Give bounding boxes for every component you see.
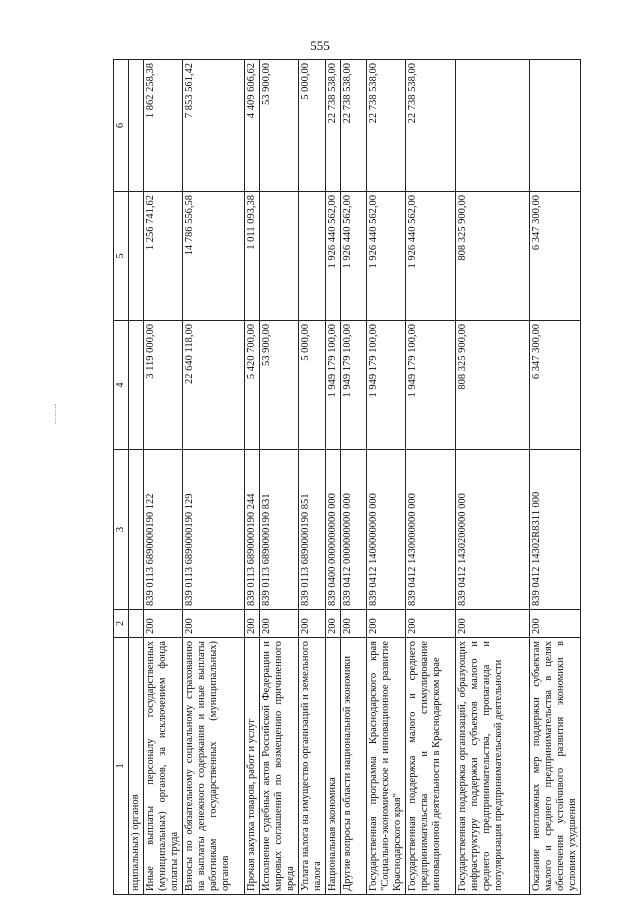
table-row xyxy=(245,60,260,895)
row-approved: 5 000,00 xyxy=(299,321,326,450)
table-row xyxy=(406,60,456,895)
row-approved: 1 949 179 100,00 xyxy=(406,321,456,450)
table-row xyxy=(530,60,581,895)
row-kbk: 839 0113 6890000190 831 xyxy=(260,450,299,610)
header-col-4: 4 xyxy=(114,321,129,450)
row-code: 200 xyxy=(367,610,406,638)
row-code: 200 xyxy=(245,610,260,638)
table-row xyxy=(367,60,406,895)
row-code: 200 xyxy=(456,610,530,638)
page-number: 555 xyxy=(310,38,330,53)
row-code: 200 xyxy=(326,610,341,638)
table-row xyxy=(299,60,326,895)
row-kbk: 839 0412 1430200000 000 xyxy=(456,450,530,610)
budget-table xyxy=(113,59,581,895)
row-executed: 1 256 741,62 xyxy=(144,192,183,321)
table-row xyxy=(183,60,245,895)
row-code: 200 xyxy=(406,610,456,638)
table-row xyxy=(129,60,144,895)
row-kbk: 839 0412 0000000000 000 xyxy=(341,450,367,610)
rotated-table-container xyxy=(113,60,611,895)
row-approved: 5 420 700,00 xyxy=(245,321,260,450)
table-row xyxy=(144,60,183,895)
row-code xyxy=(129,610,144,638)
row-unexecuted xyxy=(456,60,530,192)
row-code: 200 xyxy=(299,610,326,638)
row-code: 200 xyxy=(260,610,299,638)
row-kbk: 839 0412 1400000000 000 xyxy=(367,450,406,610)
row-code: 200 xyxy=(341,610,367,638)
table-row xyxy=(326,60,341,895)
row-name: Государственная поддержка малого и среднего предпринимательства и стимулирование инновационной деятельности в Краснодарском крае xyxy=(406,638,456,895)
row-unexecuted: 5 000,00 xyxy=(299,60,326,192)
header-col-1: 1 xyxy=(114,638,129,895)
row-unexecuted: 22 738 538,00 xyxy=(367,60,406,192)
row-unexecuted: 22 738 538,00 xyxy=(406,60,456,192)
row-unexecuted: 22 738 538,00 xyxy=(341,60,367,192)
row-executed xyxy=(299,192,326,321)
table-row xyxy=(456,60,530,895)
header-col-6: 6 xyxy=(114,60,129,192)
row-kbk: 839 0113 6890000190 851 xyxy=(299,450,326,610)
row-name: Уплата налога на имущество организаций и земельного налога xyxy=(299,638,326,895)
row-approved: 22 640 118,00 xyxy=(183,321,245,450)
row-code: 200 xyxy=(530,610,581,638)
row-name: Иные выплаты персоналу государственных (муниципальных) органов, за исключением фонда оплаты труда xyxy=(144,638,183,895)
row-approved: 6 347 300,00 xyxy=(530,321,581,450)
row-name: нципальных) органов xyxy=(129,638,144,895)
row-approved: 1 949 179 100,00 xyxy=(367,321,406,450)
row-unexecuted: 4 409 606,62 xyxy=(245,60,260,192)
row-executed: 6 347 300,00 xyxy=(530,192,581,321)
row-name: Исполнение судебных актов Российской Федерации и мировых соглашений по возмещению причиненного вреда xyxy=(260,638,299,895)
row-approved xyxy=(129,321,144,450)
row-name: Национальная экономика xyxy=(326,638,341,895)
header-col-2: 2 xyxy=(114,610,129,638)
row-approved: 1 949 179 100,00 xyxy=(326,321,341,450)
row-unexecuted xyxy=(530,60,581,192)
row-executed: 1 926 440 562,00 xyxy=(341,192,367,321)
row-unexecuted: 22 738 538,00 xyxy=(326,60,341,192)
row-name: Оказание неотложных мер поддержки субъектам малого и среднего предпринимательства в целях обеспечения устойчивого развития экономики в условиях ухудшения xyxy=(530,638,581,895)
row-executed: 1 011 093,38 xyxy=(245,192,260,321)
row-executed: 1 926 440 562,00 xyxy=(406,192,456,321)
row-kbk: 839 0113 6890000190 244 xyxy=(245,450,260,610)
row-kbk: 839 0113 6890000190 129 xyxy=(183,450,245,610)
row-name: Другие вопросы в области национальной экономики xyxy=(341,638,367,895)
row-unexecuted: 53 900,00 xyxy=(260,60,299,192)
row-unexecuted: 1 862 258,38 xyxy=(144,60,183,192)
row-unexecuted: 7 853 561,42 xyxy=(183,60,245,192)
row-unexecuted xyxy=(129,60,144,192)
header-col-5: 5 xyxy=(114,192,129,321)
row-executed: 1 926 440 562,00 xyxy=(326,192,341,321)
row-approved: 53 900,00 xyxy=(260,321,299,450)
table-row xyxy=(341,60,367,895)
row-kbk xyxy=(129,450,144,610)
row-code: 200 xyxy=(183,610,245,638)
scan-mark xyxy=(55,404,57,424)
row-name: Взносы по обязательному социальному страхованию на выплаты денежного содержания и иные выплаты работникам государственных (муниципальных) органов xyxy=(183,638,245,895)
row-kbk: 839 0412 14302R8311 000 xyxy=(530,450,581,610)
row-executed xyxy=(260,192,299,321)
row-approved: 3 119 000,00 xyxy=(144,321,183,450)
row-executed xyxy=(129,192,144,321)
row-executed: 1 926 440 562,00 xyxy=(367,192,406,321)
row-name: Государственная программа Краснодарского края "Социально-экономическое и инновационное развитие Краснодарского края" xyxy=(367,638,406,895)
row-kbk: 839 0400 0000000000 000 xyxy=(326,450,341,610)
row-kbk: 839 0113 6890000190 122 xyxy=(144,450,183,610)
header-col-3: 3 xyxy=(114,450,129,610)
table-row xyxy=(260,60,299,895)
row-name: Государственная поддержка организаций, образующих инфраструктуру поддержки субъектов малого и среднего предпринимательства, пропаганда и популяризация предпринимательской деятельности xyxy=(456,638,530,895)
row-name: Прочая закупка товаров, работ и услуг xyxy=(245,638,260,895)
table-header-row xyxy=(114,60,129,895)
row-approved: 1 949 179 100,00 xyxy=(341,321,367,450)
row-code: 200 xyxy=(144,610,183,638)
row-approved: 808 325 900,00 xyxy=(456,321,530,450)
row-executed: 14 786 556,58 xyxy=(183,192,245,321)
row-kbk: 839 0412 1430000000 000 xyxy=(406,450,456,610)
row-executed: 808 325 900,00 xyxy=(456,192,530,321)
